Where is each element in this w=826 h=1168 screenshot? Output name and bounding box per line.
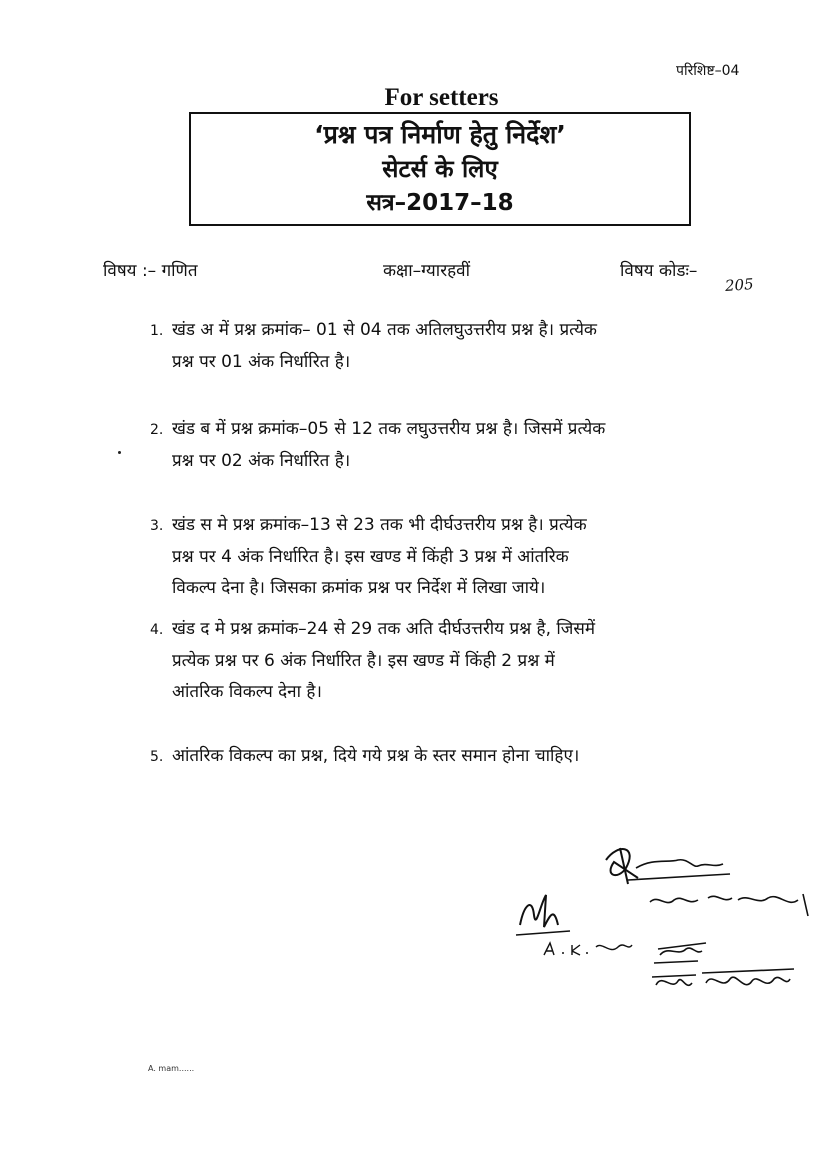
instruction-number: 2.: [150, 422, 164, 438]
footer-note: A. mam......: [148, 1064, 195, 1073]
signature-2: [510, 885, 640, 965]
instruction-text: आंतरिक विकल्प का प्रश्न, दिये गये प्रश्न के स्तर समान होना चाहिए।: [172, 746, 580, 766]
subject-code-label: विषय कोडः–: [620, 261, 698, 281]
instruction-text: खंड द मे प्रश्न क्रमांक–24 से 29 तक अति दीर्घउत्तरीय प्रश्न है, जिसमें: [172, 619, 596, 639]
instruction-text: प्रत्येक प्रश्न पर 6 अंक निर्धारित है। इस खण्ड में किंही 2 प्रश्न में: [172, 651, 555, 671]
title-box: [189, 112, 691, 226]
instruction-text: खंड स मे प्रश्न क्रमांक–13 से 23 तक भी दीर्घउत्तरीय प्रश्न है। प्रत्येक: [172, 515, 587, 535]
instruction-number: 5.: [150, 749, 164, 765]
instruction-item: [150, 510, 790, 604]
instruction-text: प्रश्न पर 02 अंक निर्धारित है।: [172, 451, 351, 471]
session-label: सत्र–2017–18: [366, 190, 514, 216]
instruction-item: [150, 315, 790, 378]
instruction-text: खंड ब में प्रश्न क्रमांक–05 से 12 तक लघुउत्तरीय प्रश्न है। जिसमें प्रत्येक: [172, 419, 606, 439]
title-line-2: सेटर्स के लिए: [382, 155, 498, 183]
signature-3: [648, 935, 798, 1015]
instruction-text: आंतरिक विकल्प देना है।: [172, 682, 322, 702]
instruction-number: 4.: [150, 622, 164, 638]
instruction-item: [150, 741, 790, 773]
instruction-item: [150, 414, 790, 477]
subject-code-handwritten: 205: [724, 275, 755, 295]
instruction-text: प्रश्न पर 01 अंक निर्धारित है।: [172, 352, 351, 372]
instruction-number: 1.: [150, 323, 164, 339]
title-line-1: ‘प्रश्न पत्र निर्माण हेतु निर्देश’: [314, 120, 566, 149]
class-label: कक्षा–ग्यारहवीं: [383, 261, 471, 281]
instruction-text: खंड अ में प्रश्न क्रमांक– 01 से 04 तक अतिलघुउत्तरीय प्रश्न है। प्रत्येक: [172, 320, 597, 340]
annex-label: परिशिष्ट–04: [676, 63, 740, 79]
instruction-text: प्रश्न पर 4 अंक निर्धारित है। इस खण्ड में किंही 3 प्रश्न में आंतरिक: [172, 547, 569, 567]
instruction-text: विकल्प देना है। जिसका क्रमांक प्रश्न पर निर्देश में लिखा जाये।: [172, 578, 546, 598]
for-setters-heading: For setters: [384, 84, 499, 111]
scan-speck: [118, 451, 121, 454]
instruction-number: 3.: [150, 518, 164, 534]
subject-label: विषय :– गणित: [103, 261, 198, 281]
instruction-item: [150, 614, 790, 708]
